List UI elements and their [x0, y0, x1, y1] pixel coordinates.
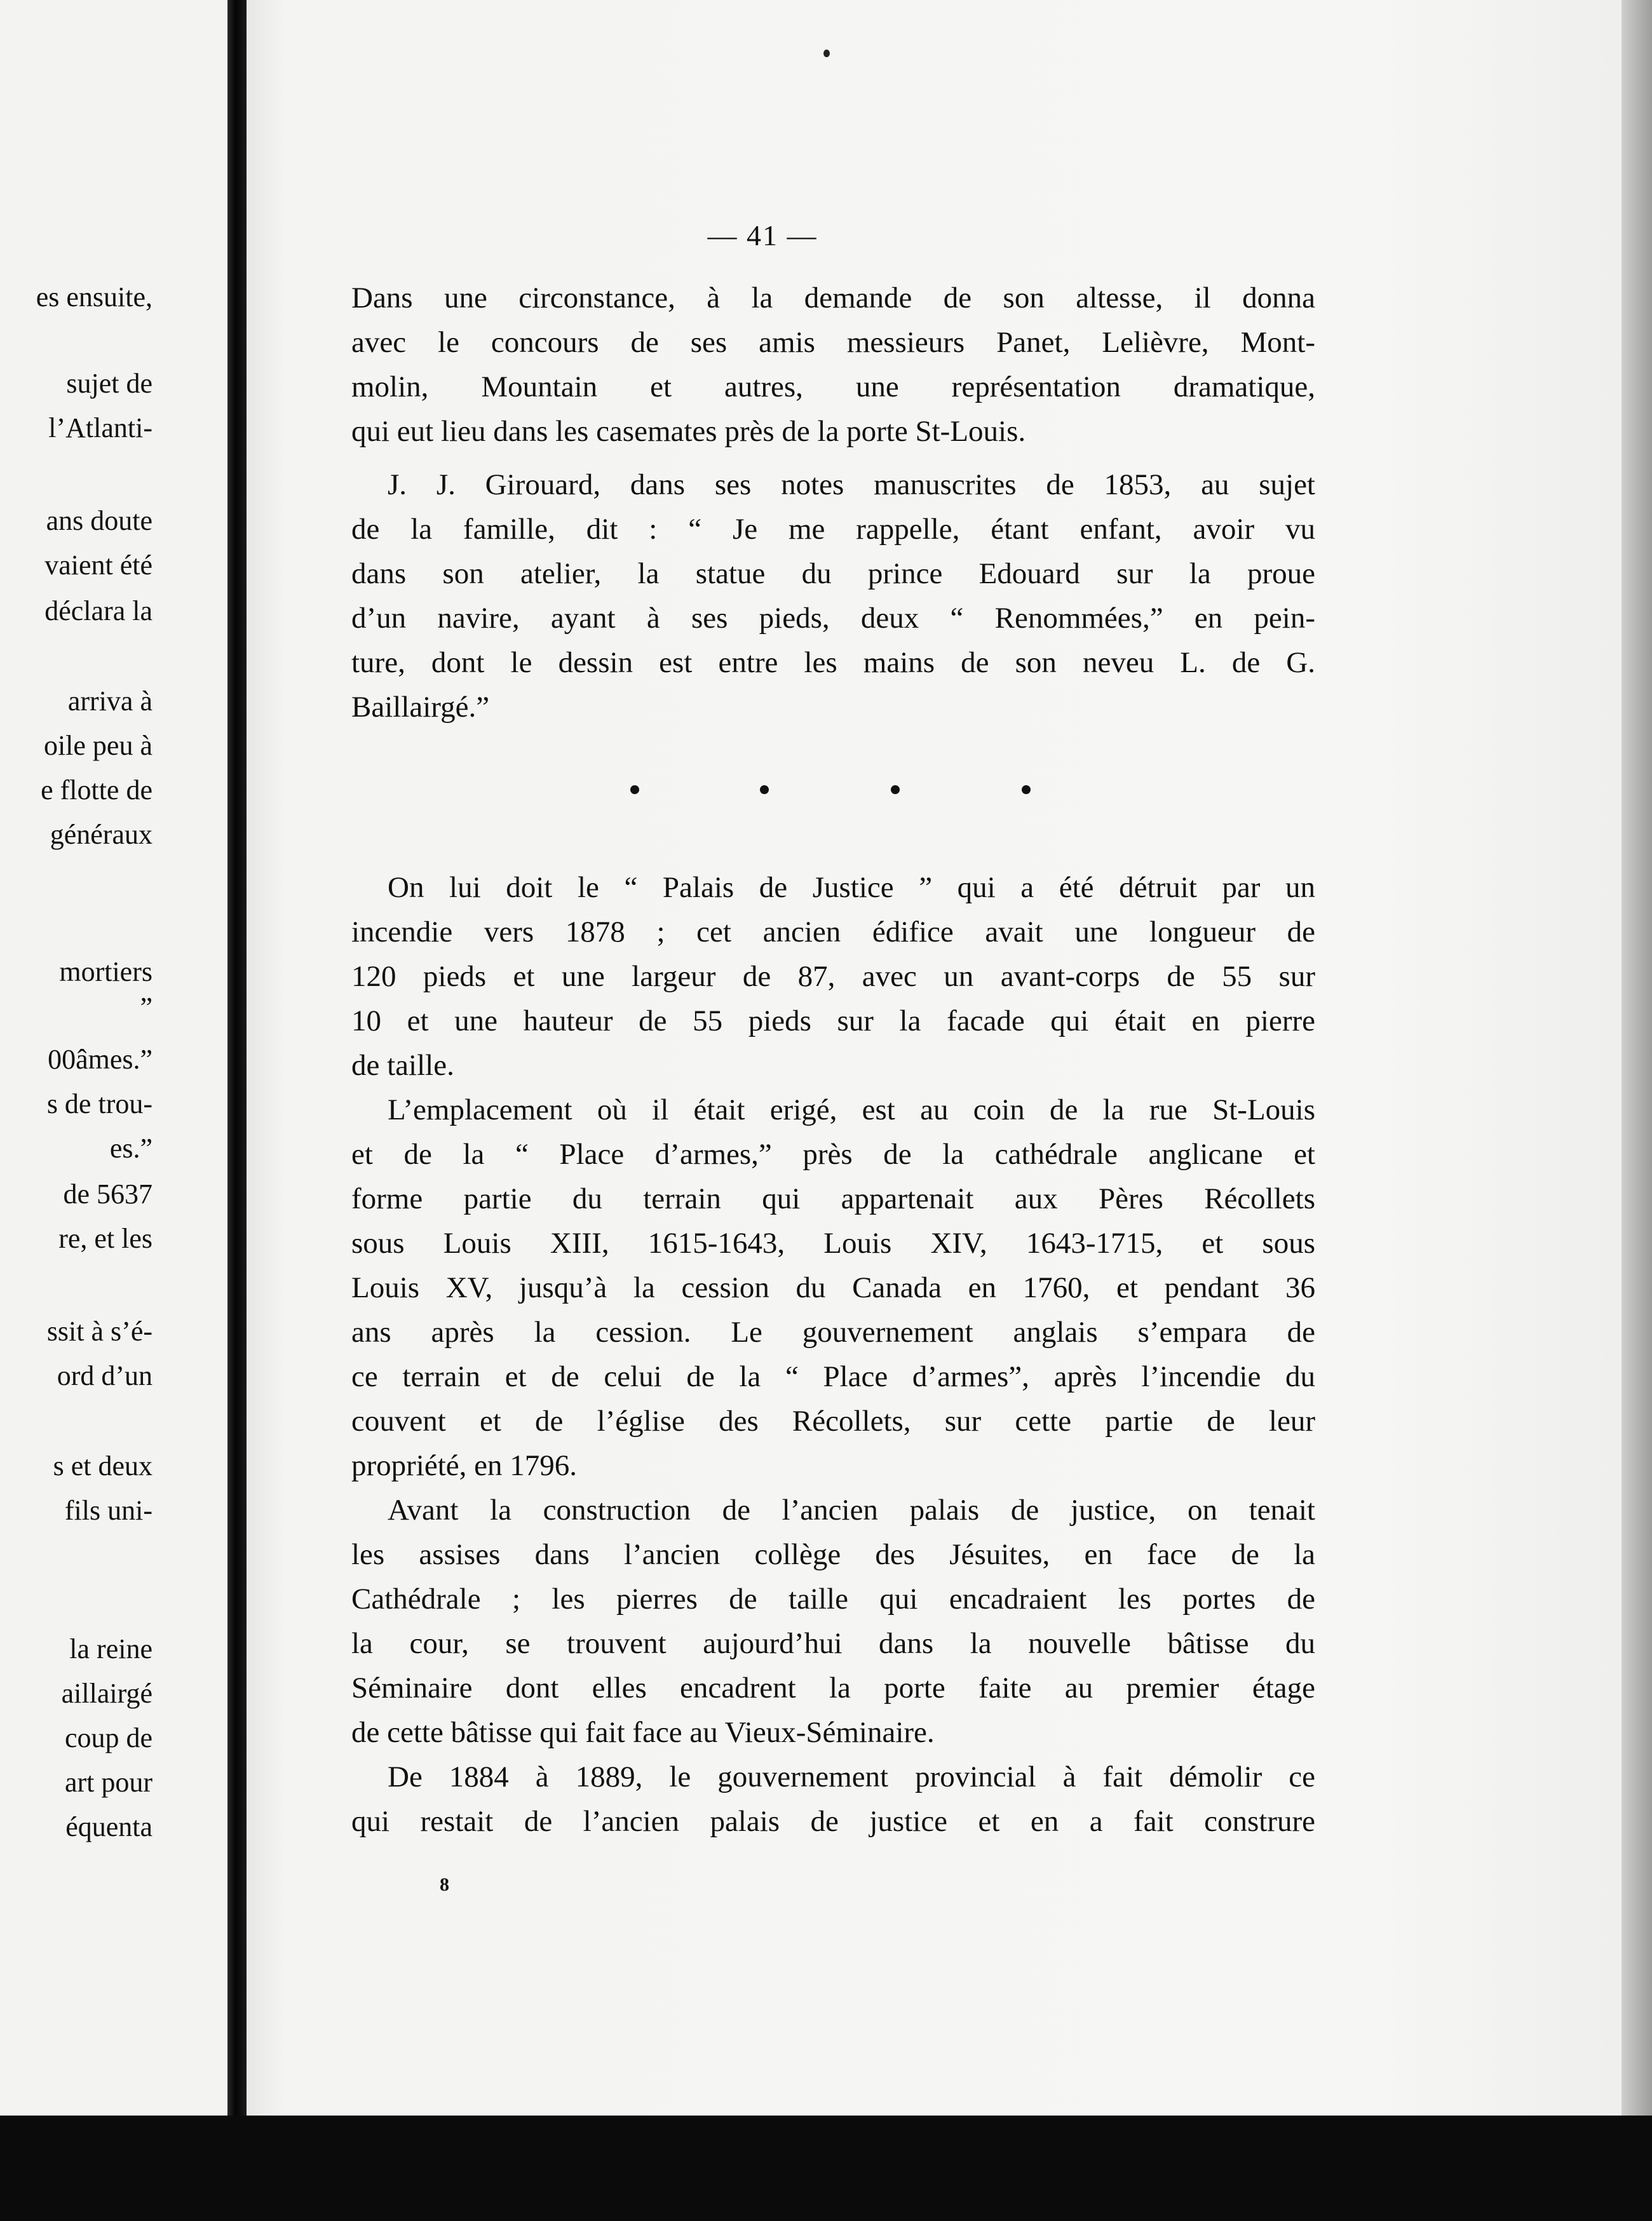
facing-page-text-line: es.”	[109, 1133, 152, 1164]
facing-page-text-line: la reine	[69, 1633, 152, 1664]
facing-page-text-line: de 5637	[63, 1178, 152, 1210]
text-line: de la famille, dit : “ Je me rappelle, étant enfant, avoir vu	[351, 513, 1315, 546]
facing-page-text-line: ”	[140, 992, 152, 1023]
facing-page-text-line: es ensuite,	[36, 281, 152, 313]
facing-page-text-line: déclara la	[44, 595, 152, 626]
text-line: la cour, se trouvent aujourd’hui dans la nouvelle bâtisse du	[351, 1627, 1315, 1660]
text-line: d’un navire, ayant à ses pieds, deux “ Renommées,” en pein-	[351, 602, 1315, 635]
facing-page-text-line: art pour	[64, 1767, 152, 1798]
text-line: et de la “ Place d’armes,” près de la cathédrale anglicane et	[351, 1138, 1315, 1171]
facing-page-text-line: ssit à s’é-	[46, 1316, 152, 1347]
text-line: sous Louis XIII, 1615-1643, Louis XIV, 1643-1715, et sous	[351, 1227, 1315, 1260]
text-line: Avant la construction de l’ancien palais de justice, on tenait	[388, 1494, 1315, 1527]
facing-page-text-line: oile peu à	[43, 730, 152, 761]
facing-page-text-line: arriva à	[67, 685, 152, 717]
text-line: propriété, en 1796.	[351, 1449, 578, 1482]
text-line: de cette bâtisse qui fait face au Vieux-Séminaire.	[351, 1716, 935, 1749]
facing-page-text-line: fils uni-	[64, 1495, 152, 1526]
text-line: qui restait de l’ancien palais de justice et en a fait construre	[351, 1805, 1315, 1838]
facing-page-text-line: équenta	[65, 1811, 152, 1842]
text-line: dans son atelier, la statue du prince Edouard sur la proue	[351, 557, 1315, 590]
text-line: qui eut lieu dans les casemates près de la porte St-Louis.	[351, 415, 1026, 448]
text-line: avec le concours de ses amis messieurs Panet, Lelièvre, Mont-	[351, 326, 1315, 359]
page-number: — 41 —	[707, 219, 818, 252]
asterisk-ornament	[630, 785, 639, 794]
text-line: incendie vers 1878 ; cet ancien édifice avait une longueur de	[351, 915, 1315, 948]
text-line: les assises dans l’ancien collège des Jésuites, en face de la	[351, 1538, 1315, 1571]
text-line: On lui doit le “ Palais de Justice ” qui a été détruit par un	[388, 871, 1315, 904]
print-speck	[823, 50, 830, 57]
page-edge	[1622, 0, 1652, 2116]
text-line: Cathédrale ; les pierres de taille qui encadraient les portes de	[351, 1583, 1315, 1616]
facing-page-text-line: l’Atlanti-	[48, 412, 152, 443]
facing-page-text-line: sujet de	[66, 368, 152, 399]
scan-background	[0, 2116, 1652, 2221]
facing-page-text-line: ans doute	[46, 505, 152, 536]
facing-page-text-line: vaient été	[44, 550, 152, 581]
signature-mark: 8	[440, 1874, 449, 1895]
text-line: couvent et de l’église des Récollets, sur cette partie de leur	[351, 1405, 1315, 1438]
text-line: De 1884 à 1889, le gouvernement provincial à fait démolir ce	[388, 1760, 1315, 1793]
facing-page-text-line: s de trou-	[46, 1088, 152, 1119]
facing-page-text-line: e flotte de	[41, 774, 152, 806]
facing-page-text-line: re, et les	[58, 1223, 152, 1254]
text-line: L’emplacement où il était erigé, est au coin de la rue St-Louis	[388, 1093, 1315, 1126]
facing-page-text-line: ord d’un	[57, 1360, 152, 1391]
facing-page-text-line: généraux	[50, 819, 152, 850]
asterisk-ornament	[1022, 785, 1031, 794]
section-break-asterisks	[629, 785, 1036, 811]
text-line: J. J. Girouard, dans ses notes manuscrites de 1853, au sujet	[388, 468, 1315, 501]
text-line: forme partie du terrain qui appartenait aux Pères Récollets	[351, 1182, 1315, 1215]
text-line: ce terrain et de celui de la “ Place d’armes”, après l’incendie du	[351, 1360, 1315, 1393]
text-line: Dans une circonstance, à la demande de son altesse, il donna	[351, 281, 1315, 314]
text-line: de taille.	[351, 1049, 454, 1082]
asterisk-ornament	[760, 785, 769, 794]
text-line: Séminaire dont elles encadrent la porte faite au premier étage	[351, 1671, 1315, 1705]
text-line: ture, dont le dessin est entre les mains de son neveu L. de G.	[351, 646, 1315, 679]
facing-page-text-line: s et deux	[53, 1450, 152, 1482]
book-gutter	[227, 0, 247, 2116]
asterisk-ornament	[891, 785, 900, 794]
text-line: ans après la cession. Le gouvernement anglais s’empara de	[351, 1316, 1315, 1349]
text-line: molin, Mountain et autres, une représentation dramatique,	[351, 370, 1315, 403]
facing-page-fragment	[0, 0, 227, 2116]
text-line: Louis XV, jusqu’à la cession du Canada en 1760, et pendant 36	[351, 1271, 1315, 1304]
text-line: 10 et une hauteur de 55 pieds sur la facade qui était en pierre	[351, 1004, 1315, 1037]
facing-page-text-line: 00âmes.”	[48, 1044, 152, 1075]
text-line: 120 pieds et une largeur de 87, avec un avant-corps de 55 sur	[351, 960, 1315, 993]
text-line: Baillairgé.”	[351, 691, 490, 724]
facing-page-text-line: mortiers	[59, 956, 152, 987]
facing-page-text-line: coup de	[64, 1722, 152, 1753]
facing-page-text-line: aillairgé	[61, 1678, 152, 1709]
